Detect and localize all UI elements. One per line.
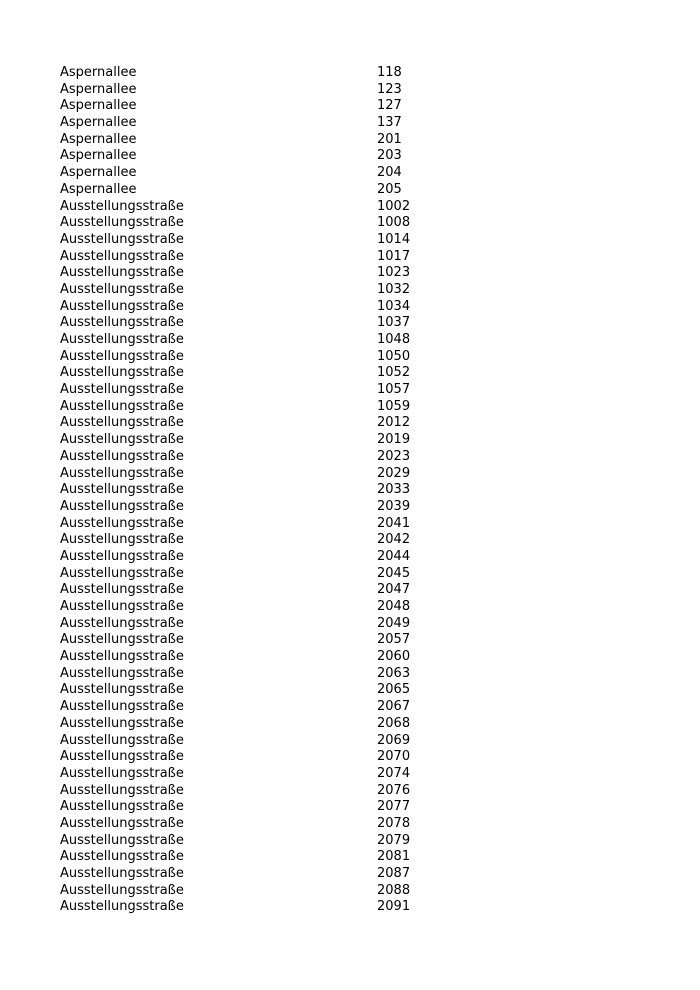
table-row — [60, 566, 440, 583]
street-name-cell: Ausstellungsstraße — [60, 765, 184, 781]
street-name-cell: Ausstellungsstraße — [60, 799, 184, 815]
table-row — [60, 432, 440, 449]
table-row — [60, 699, 440, 716]
table-row — [60, 265, 440, 282]
street-name-cell: Ausstellungsstraße — [60, 398, 184, 414]
house-number-cell: 2033 — [377, 482, 411, 498]
house-number-cell: 2042 — [377, 532, 411, 548]
house-number-cell: 1050 — [377, 348, 411, 364]
house-number-cell: 1059 — [377, 398, 411, 414]
house-number-cell: 2060 — [377, 649, 411, 665]
house-number-cell: 2049 — [377, 615, 411, 631]
street-name-cell: Ausstellungsstraße — [60, 482, 184, 498]
street-name-cell: Ausstellungsstraße — [60, 899, 184, 915]
table-row — [60, 315, 440, 332]
street-name-cell: Ausstellungsstraße — [60, 248, 184, 264]
street-name-cell: Ausstellungsstraße — [60, 682, 184, 698]
table-row — [60, 365, 440, 382]
table-row — [60, 783, 440, 800]
house-number-cell: 2074 — [377, 765, 411, 781]
street-name-cell: Ausstellungsstraße — [60, 332, 184, 347]
street-name-cell: Ausstellungsstraße — [60, 265, 184, 281]
street-name-cell: Aspernallee — [60, 148, 137, 164]
street-name-cell: Ausstellungsstraße — [60, 215, 184, 231]
street-name-cell: Ausstellungsstraße — [60, 599, 184, 614]
street-name-cell: Ausstellungsstraße — [60, 649, 184, 665]
table-row — [60, 332, 440, 349]
table-row — [60, 849, 440, 866]
house-number-cell: 2048 — [377, 599, 411, 614]
house-number-cell: 2078 — [377, 815, 411, 831]
table-row — [60, 666, 440, 683]
table-row — [60, 632, 440, 649]
street-name-cell: Ausstellungsstraße — [60, 715, 184, 731]
table-row — [60, 616, 440, 633]
table-row — [60, 649, 440, 666]
street-name-cell: Aspernallee — [60, 115, 137, 131]
table-row — [60, 532, 440, 549]
table-row — [60, 482, 440, 499]
street-name-cell: Ausstellungsstraße — [60, 281, 184, 297]
street-name-cell: Ausstellungsstraße — [60, 749, 184, 765]
table-row — [60, 716, 440, 733]
table-row — [60, 766, 440, 783]
house-number-cell: 203 — [377, 148, 402, 164]
street-name-cell: Ausstellungsstraße — [60, 665, 184, 681]
street-name-cell: Ausstellungsstraße — [60, 565, 184, 581]
house-number-cell: 2065 — [377, 682, 411, 698]
table-row — [60, 215, 440, 232]
table-row — [60, 549, 440, 566]
house-number-cell: 2023 — [377, 448, 411, 464]
table-row — [60, 682, 440, 699]
house-number-cell: 1023 — [377, 265, 411, 281]
address-table — [60, 65, 440, 916]
street-name-cell: Ausstellungsstraße — [60, 465, 184, 481]
house-number-cell: 1037 — [377, 315, 411, 331]
house-number-cell: 2088 — [377, 882, 411, 898]
table-row — [60, 182, 440, 199]
table-row — [60, 866, 440, 883]
table-row — [60, 415, 440, 432]
table-row — [60, 82, 440, 99]
house-number-cell: 2070 — [377, 749, 411, 765]
house-number-cell: 1002 — [377, 198, 411, 214]
street-name-cell: Ausstellungsstraße — [60, 315, 184, 331]
house-number-cell: 1057 — [377, 382, 411, 398]
street-name-cell: Ausstellungsstraße — [60, 866, 184, 881]
street-name-cell: Ausstellungsstraße — [60, 782, 184, 798]
table-row — [60, 582, 440, 599]
table-row — [60, 516, 440, 533]
street-name-cell: Ausstellungsstraße — [60, 832, 184, 848]
street-name-cell: Ausstellungsstraße — [60, 882, 184, 898]
table-row — [60, 349, 440, 366]
street-name-cell: Ausstellungsstraße — [60, 198, 184, 214]
street-name-cell: Ausstellungsstraße — [60, 415, 184, 431]
street-name-cell: Ausstellungsstraße — [60, 632, 184, 648]
street-name-cell: Ausstellungsstraße — [60, 849, 184, 865]
house-number-cell: 2067 — [377, 699, 411, 715]
street-name-cell: Ausstellungsstraße — [60, 699, 184, 715]
house-number-cell: 137 — [377, 115, 402, 131]
house-number-cell: 2063 — [377, 665, 411, 681]
table-row — [60, 382, 440, 399]
house-number-cell: 1052 — [377, 365, 411, 381]
house-number-cell: 2077 — [377, 799, 411, 815]
house-number-cell: 2069 — [377, 732, 411, 748]
street-name-cell: Aspernallee — [60, 65, 137, 80]
table-row — [60, 833, 440, 850]
table-row — [60, 148, 440, 165]
street-name-cell: Ausstellungsstraße — [60, 298, 184, 314]
house-number-cell: 2047 — [377, 582, 411, 598]
table-row — [60, 115, 440, 132]
table-row — [60, 65, 440, 82]
street-name-cell: Ausstellungsstraße — [60, 815, 184, 831]
street-name-cell: Aspernallee — [60, 181, 137, 197]
house-number-cell: 201 — [377, 131, 402, 147]
house-number-cell: 2045 — [377, 565, 411, 581]
house-number-cell: 2041 — [377, 515, 411, 531]
table-row — [60, 816, 440, 833]
table-row — [60, 733, 440, 750]
table-row — [60, 499, 440, 516]
table-row — [60, 199, 440, 216]
table-row — [60, 232, 440, 249]
house-number-cell: 205 — [377, 181, 402, 197]
house-number-cell: 127 — [377, 98, 402, 114]
house-number-cell: 1008 — [377, 215, 411, 231]
house-number-cell: 123 — [377, 81, 402, 97]
house-number-cell: 2019 — [377, 432, 411, 448]
house-number-cell: 2029 — [377, 465, 411, 481]
street-name-cell: Aspernallee — [60, 81, 137, 97]
table-row — [60, 449, 440, 466]
table-row — [60, 165, 440, 182]
street-name-cell: Ausstellungsstraße — [60, 231, 184, 247]
house-number-cell: 2076 — [377, 782, 411, 798]
table-row — [60, 98, 440, 115]
house-number-cell: 2068 — [377, 715, 411, 731]
house-number-cell: 1034 — [377, 298, 411, 314]
house-number-cell: 1014 — [377, 231, 411, 247]
house-number-cell: 2044 — [377, 548, 411, 564]
house-number-cell: 1017 — [377, 248, 411, 264]
house-number-cell: 204 — [377, 165, 402, 181]
street-name-cell: Ausstellungsstraße — [60, 382, 184, 398]
table-row — [60, 132, 440, 149]
table-row — [60, 799, 440, 816]
table-row — [60, 249, 440, 266]
table-row — [60, 883, 440, 900]
street-name-cell: Aspernallee — [60, 131, 137, 147]
street-name-cell: Ausstellungsstraße — [60, 365, 184, 381]
street-name-cell: Ausstellungsstraße — [60, 532, 184, 548]
house-number-cell: 1032 — [377, 281, 411, 297]
street-name-cell: Ausstellungsstraße — [60, 348, 184, 364]
house-number-cell: 2039 — [377, 498, 411, 514]
table-row — [60, 399, 440, 416]
street-name-cell: Ausstellungsstraße — [60, 448, 184, 464]
table-row — [60, 282, 440, 299]
house-number-cell: 2057 — [377, 632, 411, 648]
table-row — [60, 899, 440, 916]
house-number-cell: 2091 — [377, 899, 411, 915]
street-name-cell: Ausstellungsstraße — [60, 615, 184, 631]
street-name-cell: Ausstellungsstraße — [60, 515, 184, 531]
street-name-cell: Ausstellungsstraße — [60, 432, 184, 448]
table-row — [60, 599, 440, 616]
house-number-cell: 2079 — [377, 832, 411, 848]
house-number-cell: 2012 — [377, 415, 411, 431]
street-name-cell: Ausstellungsstraße — [60, 732, 184, 748]
house-number-cell: 118 — [377, 65, 402, 80]
street-name-cell: Ausstellungsstraße — [60, 582, 184, 598]
house-number-cell: 2081 — [377, 849, 411, 865]
table-row — [60, 466, 440, 483]
table-row — [60, 299, 440, 316]
house-number-cell: 2087 — [377, 866, 411, 881]
street-name-cell: Aspernallee — [60, 165, 137, 181]
house-number-cell: 1048 — [377, 332, 411, 347]
street-name-cell: Ausstellungsstraße — [60, 498, 184, 514]
table-row — [60, 749, 440, 766]
street-name-cell: Aspernallee — [60, 98, 137, 114]
street-name-cell: Ausstellungsstraße — [60, 548, 184, 564]
